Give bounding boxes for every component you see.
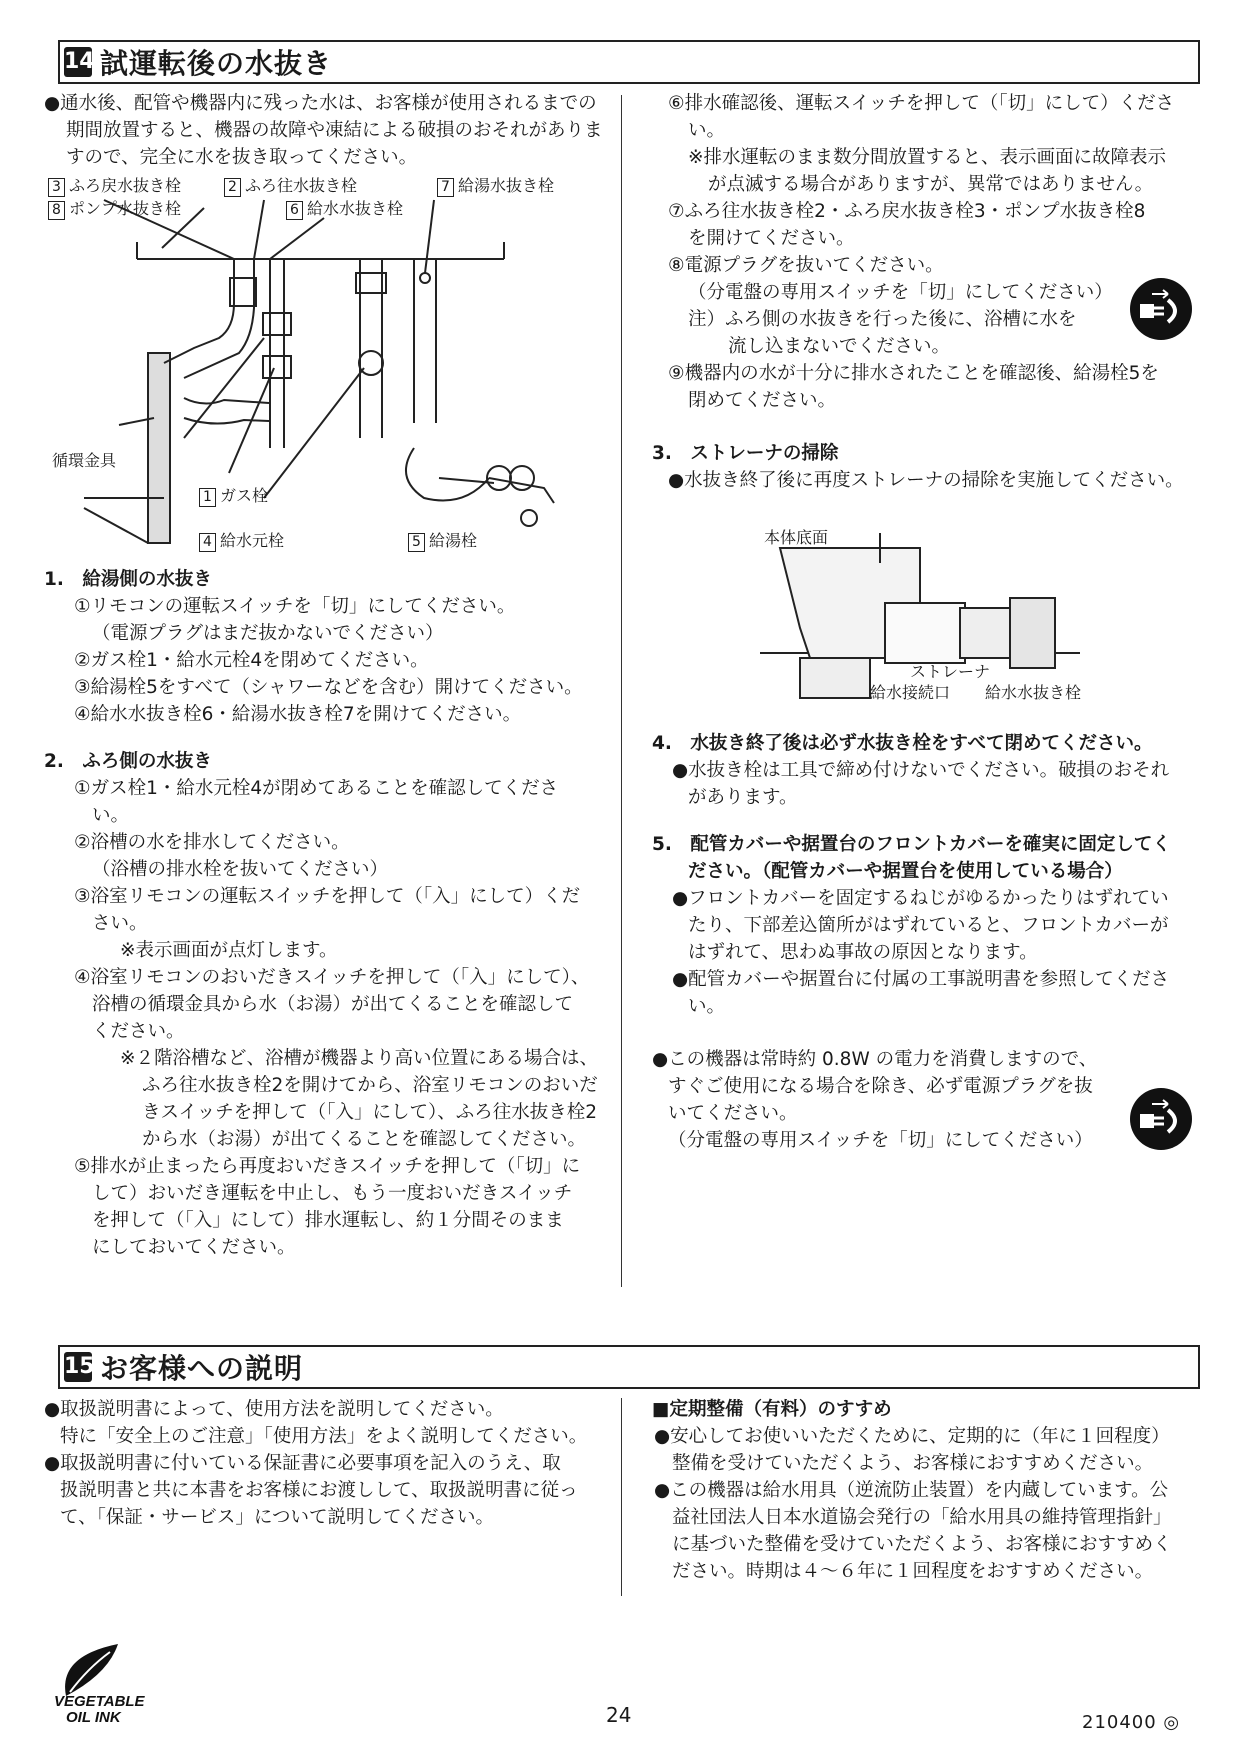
section-15-header [58, 1345, 1200, 1389]
label-text: 循環金具 [52, 451, 117, 470]
num-box: 8 [48, 201, 65, 220]
close-text: ●水抜き栓は工具で締め付けないでください。破損のおそれ [672, 760, 1170, 781]
step-note: 流し込まないでください。 [728, 336, 951, 357]
step-note: きスイッチを押して（「入」にして）、ふろ往水抜き栓2 [142, 1102, 598, 1123]
step-cont: い。 [688, 120, 726, 141]
step-note: ふろ往水抜き栓2を開けてから、浴室リモコンのおいだ [142, 1075, 598, 1096]
plumbing-diagram [44, 178, 604, 558]
num-box: 7 [437, 178, 454, 197]
explain-text: ●取扱説明書に付いている保証書に必要事項を記入のうえ、取 [44, 1453, 561, 1474]
step-cont: い。 [92, 805, 130, 826]
intro-paragraph: ●通水後、配管や機器内に残った水は、お客様が使用されるまでの期間放置すると、機器の故障や凍結による破損のおそれがありますので、完全に水を抜き取ってください。 [44, 93, 603, 168]
heading-close: 4. 水抜き終了後は必ず水抜き栓をすべて閉めてください。 [652, 733, 1153, 754]
cover-text: い。 [688, 996, 726, 1017]
step: ⑧電源プラグを抜いてください。 [668, 255, 944, 276]
column-divider [621, 1398, 622, 1596]
step-cont: ください。 [92, 1021, 185, 1042]
strainer-diagram [760, 528, 1120, 708]
step: ②ガス栓1・給水元栓4を閉めてください。 [74, 650, 429, 671]
step-cont: して）おいだき運転を中止し、もう一度おいだきスイッチ [92, 1183, 573, 1204]
num-box: 2 [224, 178, 241, 197]
num-box: 1 [199, 488, 216, 507]
power-text: いてください。 [668, 1103, 798, 1124]
sec15-left [44, 1396, 614, 1531]
label-strainer: ストレーナ [910, 662, 991, 681]
maintenance-text: ●この機器は給水用具（逆流防止装置）を内蔵しています。公 [654, 1480, 1169, 1501]
unplug-icon [1130, 278, 1192, 340]
step: ⑥排水確認後、運転スイッチを押して（「切」にして）くださ [668, 93, 1175, 114]
maintenance-heading: ■定期整備（有料）のすすめ [652, 1399, 892, 1420]
document-code: 210400 ◎ [1082, 1712, 1181, 1733]
heading-furo: 2. ふろ側の水抜き [44, 751, 212, 772]
unplug-icon-svg [1130, 1088, 1192, 1150]
vegetable-oil-ink-logo [48, 1636, 158, 1726]
maintenance-text: に基づいた整備を受けていただくよう、お客様におすすめく [672, 1534, 1172, 1555]
label-text: ふろ往水抜き栓 [245, 176, 358, 195]
label-pump [48, 196, 181, 220]
step-note: が点滅する場合がありますが、異常ではありません。 [708, 174, 1154, 195]
label-text: ふろ戻水抜き栓 [69, 176, 182, 195]
step: ③浴室リモコンの運転スイッチを押して（「入」にして）くだ [74, 886, 581, 907]
label-furo-yuki [224, 173, 357, 197]
label-text: 給水水抜き栓 [307, 199, 404, 218]
logo-line2: OIL INK [66, 1709, 121, 1726]
unplug-icon-svg [1130, 278, 1192, 340]
explain-text: て、「保証・サービス」について説明してください。 [60, 1507, 495, 1528]
step-note: から水（お湯）が出てくることを確認してください。 [142, 1129, 587, 1150]
maintenance-text: 整備を受けていただくよう、お客様におすすめください。 [672, 1453, 1154, 1474]
step: ①リモコンの運転スイッチを「切」にしてください。 [74, 596, 516, 617]
logo-line1: VEGETABLE [54, 1693, 145, 1710]
step: ⑨機器内の水が十分に排水されたことを確認後、給湯栓5を [668, 363, 1159, 384]
cover-text: たり、下部差込箇所がはずれていると、フロントカバーが [688, 915, 1169, 936]
num-box: 6 [286, 201, 303, 220]
plumbing-diagram-drawing [44, 178, 604, 558]
num-box: 3 [48, 178, 65, 197]
step-note: （分電盤の専用スイッチを「切」にしてください） [688, 282, 1113, 303]
strainer-text: ●水抜き終了後に再度ストレーナの掃除を実施してください。 [668, 470, 1184, 491]
step-note: （電源プラグはまだ抜かないでください） [92, 623, 444, 644]
label-text: 給湯水抜き栓 [458, 176, 555, 195]
step: ①ガス栓1・給水元栓4が閉めてあることを確認してくださ [74, 778, 559, 799]
step: ④給水水抜き栓6・給湯水抜き栓7を開けてください。 [74, 704, 522, 725]
label-body-bottom: 本体底面 [764, 528, 829, 547]
step-cont: 閉めてください。 [688, 390, 837, 411]
maintenance-text: ださい。時期は４～６年に１回程度をおすすめください。 [672, 1561, 1154, 1582]
section-14-header [58, 40, 1200, 84]
right-steps [652, 90, 1212, 494]
step-cont: を押して（「入」にして）排水運転し、約１分間そのまま [92, 1210, 564, 1231]
cover-text: はずれて、思わぬ事故の原因となります。 [688, 942, 1038, 963]
label-furo-modori [48, 173, 181, 197]
num-box: 4 [199, 533, 216, 552]
step-cont: を開けてください。 [688, 228, 855, 249]
step-cont: さい。 [92, 913, 148, 934]
label-kyuto-sen [408, 528, 477, 552]
step: ⑤排水が止まったら再度おいだきスイッチを押して（「切」に [74, 1156, 581, 1177]
label-text: 給湯栓 [429, 531, 478, 550]
heading-strainer: 3. ストレーナの掃除 [652, 443, 839, 464]
heading-cover: ださい。（配管カバーや据置台を使用している場合） [688, 861, 1123, 882]
step-note: （浴槽の排水栓を抜いてください） [92, 859, 389, 880]
section-number: 15 [64, 1352, 92, 1382]
step-cont: 浴槽の循環金具から水（お湯）が出てくることを確認して [92, 994, 574, 1015]
explain-text: 特に「安全上のご注意」「使用方法」をよく説明してください。 [60, 1426, 588, 1447]
step: ③給湯栓5をすべて（シャワーなどを含む）開けてください。 [74, 677, 583, 698]
label-nuki: 給水水抜き栓 [985, 683, 1082, 702]
label-setsuzoku: 給水接続口 [870, 683, 951, 702]
power-text: ●この機器は常時約 0.8W の電力を消費しますので、 [652, 1049, 1098, 1070]
power-text: （分電盤の専用スイッチを「切」にしてください） [668, 1130, 1093, 1151]
label-kyusui-moto [199, 528, 284, 552]
left-steps [44, 566, 614, 1261]
explain-text: ●取扱説明書によって、使用方法を説明してください。 [44, 1399, 504, 1420]
num-box: 5 [408, 533, 425, 552]
section-number: 14 [64, 47, 92, 77]
step-cont: にしておいてください。 [92, 1237, 296, 1258]
maintenance-text: 益社団法人日本水道協会発行の「給水用具の維持管理指針」 [672, 1507, 1172, 1528]
sec15-right [652, 1396, 1212, 1585]
leaf-icon [48, 1636, 158, 1726]
step-note: ※表示画面が点灯します。 [120, 940, 338, 961]
section-title: 試運転後の水抜き [100, 47, 333, 80]
step-note: ※２階浴槽など、浴槽が機器より高い位置にある場合は、 [120, 1048, 599, 1069]
page-number: 24 [606, 1703, 632, 1727]
label-text: ポンプ水抜き栓 [69, 199, 182, 218]
step-note: ※排水運転のまま数分間放置すると、表示画面に故障表示 [688, 147, 1167, 168]
step: ④浴室リモコンのおいだきスイッチを押して（「入」にして）、 [74, 967, 590, 988]
step-note: 注）ふろ側の水抜きを行った後に、浴槽に水を [688, 309, 1077, 330]
cover-text: ●配管カバーや据置台に付属の工事説明書を参照してくださ [672, 969, 1170, 990]
label-text: ガス栓 [220, 486, 269, 505]
right-steps-lower [652, 730, 1212, 1154]
section-title: お客様への説明 [100, 1352, 304, 1385]
intro-text [44, 90, 604, 171]
heading-cover: 5. 配管カバーや据置台のフロントカバーを確実に固定してく [652, 834, 1171, 855]
cover-text: ●フロントカバーを固定するねじがゆるかったりはずれてい [672, 888, 1169, 909]
power-text: すぐご使用になる場合を除き、必ず電源プラグを抜 [668, 1076, 1093, 1097]
label-text: 給水元栓 [220, 531, 285, 550]
label-kyusui-nuki [286, 196, 403, 220]
explain-text: 扱説明書と共に本書をお客様にお渡しして、取扱説明書に従っ [60, 1480, 578, 1501]
step: ②浴槽の水を排水してください。 [74, 832, 350, 853]
close-text: があります。 [688, 787, 798, 808]
label-kyuto-nuki [437, 173, 554, 197]
column-divider [621, 95, 622, 1287]
heading-kyuto: 1. 給湯側の水抜き [44, 569, 212, 590]
label-junkan [52, 448, 116, 471]
maintenance-text: ●安心してお使いいただくために、定期的に（年に１回程度） [654, 1426, 1170, 1447]
label-gas [199, 483, 268, 507]
unplug-icon [1130, 1088, 1192, 1150]
step: ⑦ふろ往水抜き栓2・ふろ戻水抜き栓3・ポンプ水抜き栓8 [668, 201, 1146, 222]
